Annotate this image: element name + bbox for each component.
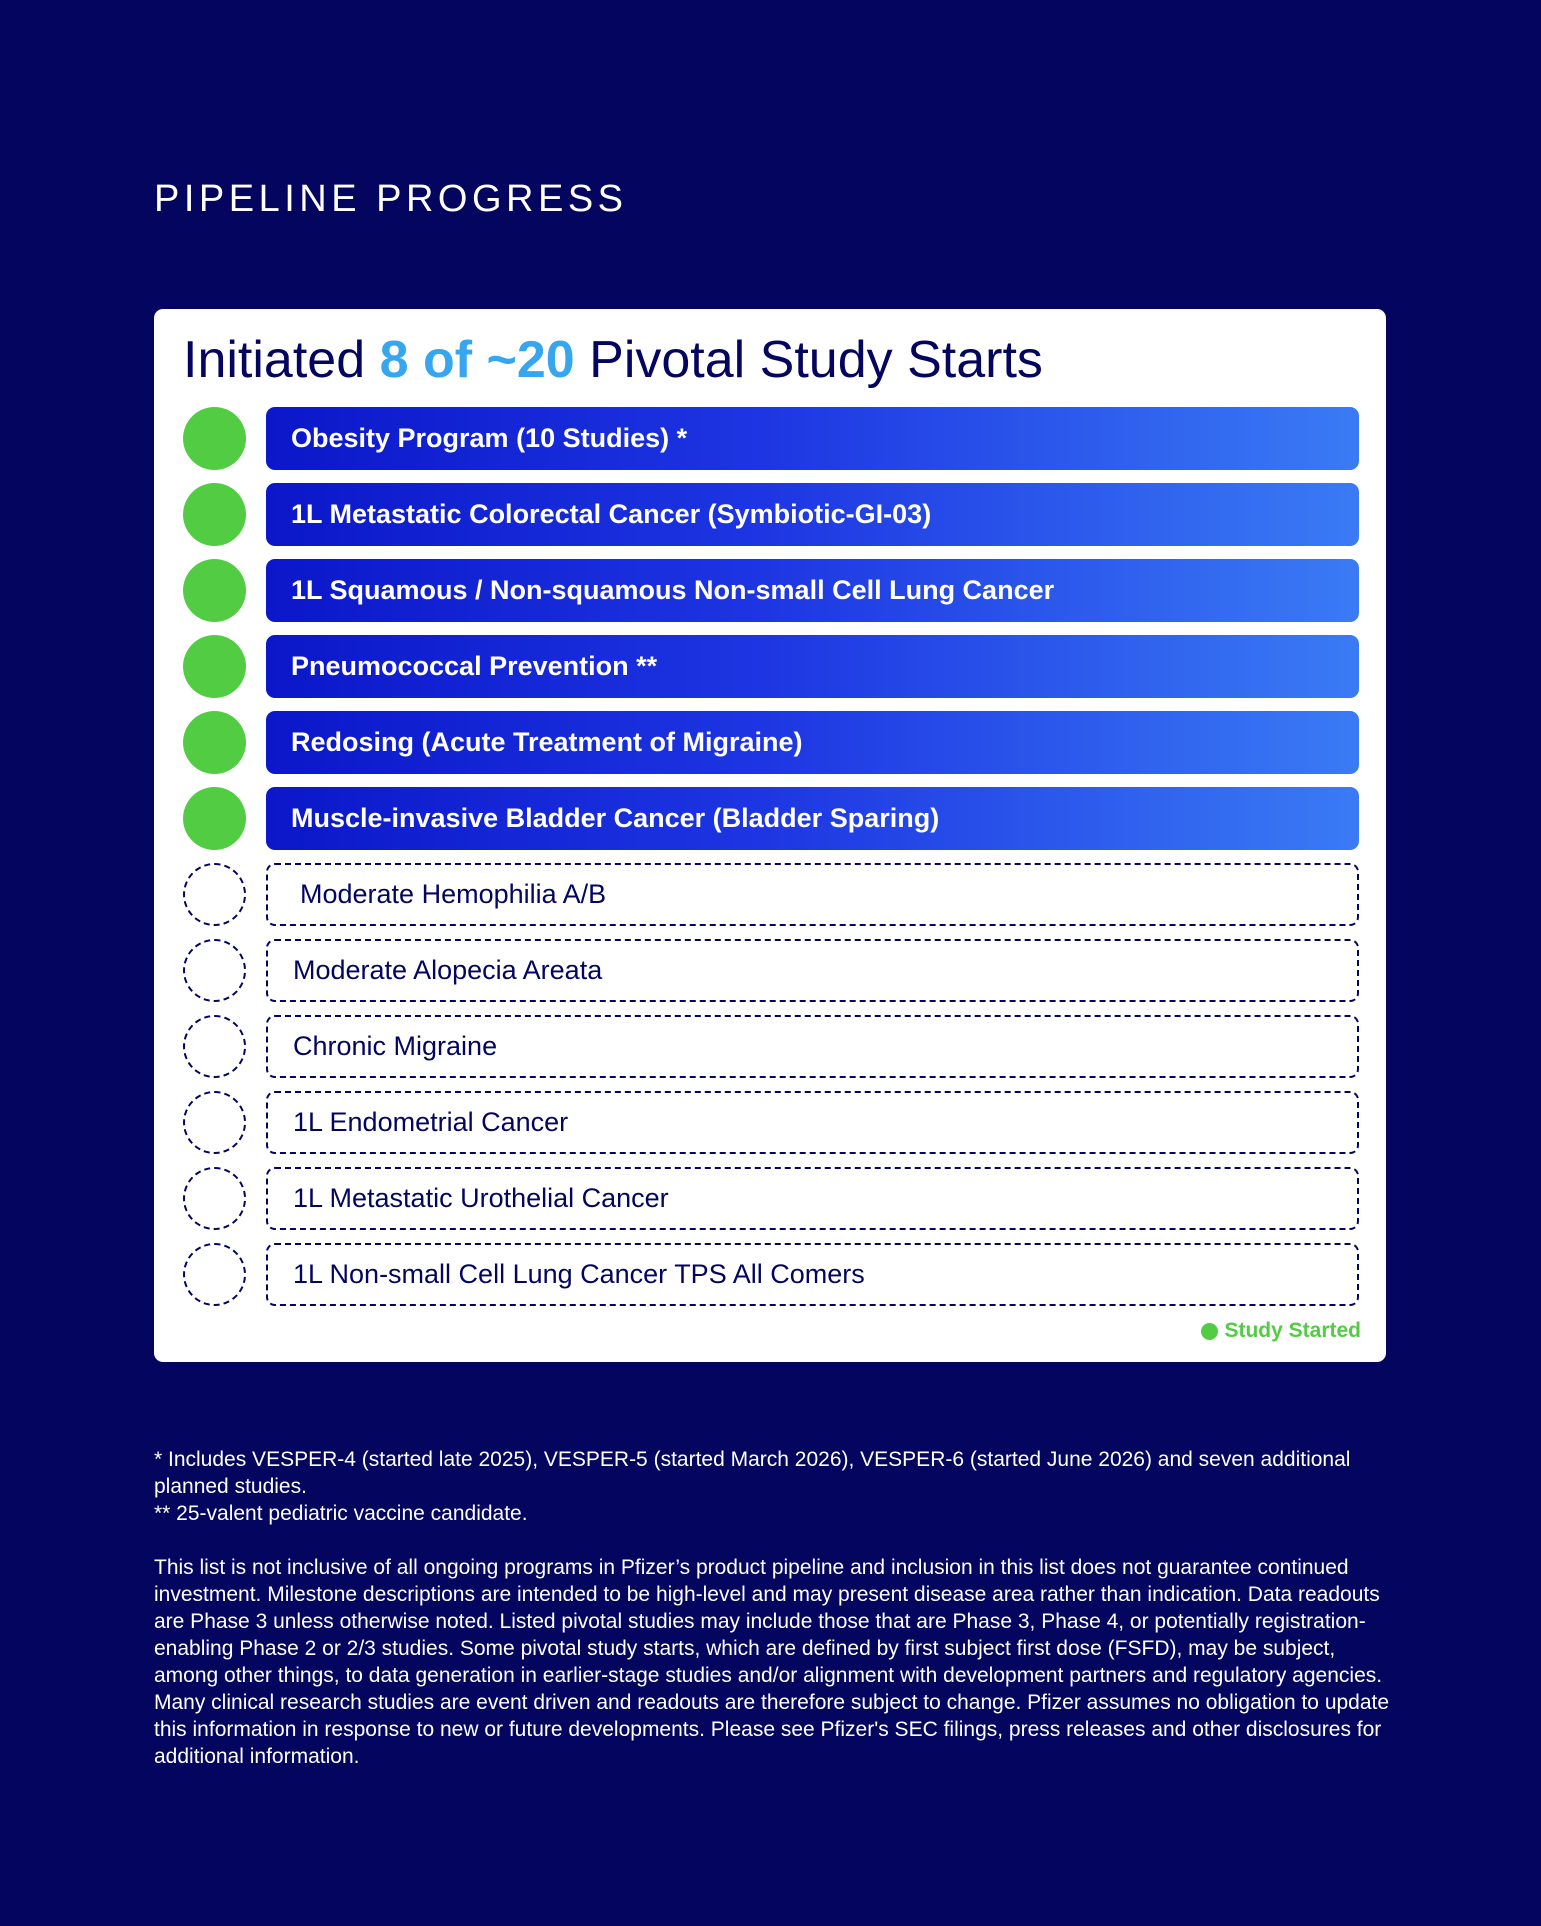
study-row (183, 711, 1359, 774)
legend (1201, 1319, 1361, 1343)
status-dot-icon (183, 1091, 246, 1154)
status-dot-icon (183, 711, 246, 774)
study-row (183, 635, 1359, 698)
study-row (183, 939, 1359, 1002)
card-title-prefix: Initiated (183, 331, 380, 389)
study-bar: Chronic Migraine (266, 1015, 1359, 1078)
status-dot-icon (183, 1015, 246, 1078)
study-bar: 1L Metastatic Colorectal Cancer (Symbiotic-GI-03) (266, 483, 1359, 546)
study-bar: Redosing (Acute Treatment of Migraine) (266, 711, 1359, 774)
status-dot-icon (183, 863, 246, 926)
study-bar: 1L Endometrial Cancer (266, 1091, 1359, 1154)
study-bar: Obesity Program (10 Studies) * (266, 407, 1359, 470)
study-row (183, 863, 1359, 926)
pivotal-studies-card (154, 309, 1386, 1362)
study-row (183, 483, 1359, 546)
card-title (183, 325, 1043, 395)
status-dot-icon (183, 559, 246, 622)
study-row (183, 1015, 1359, 1078)
status-dot-icon (183, 635, 246, 698)
study-bar: Pneumococcal Prevention ** (266, 635, 1359, 698)
study-bar: Muscle-invasive Bladder Cancer (Bladder Sparing) (266, 787, 1359, 850)
study-row (183, 787, 1359, 850)
status-dot-icon (183, 787, 246, 850)
study-row (183, 1091, 1359, 1154)
footnotes (154, 1446, 1394, 1770)
study-bar: 1L Non-small Cell Lung Cancer TPS All Comers (266, 1243, 1359, 1306)
study-row (183, 407, 1359, 470)
study-bar: 1L Squamous / Non-squamous Non-small Cell Lung Cancer (266, 559, 1359, 622)
legend-dot-icon (1201, 1323, 1218, 1340)
study-bar: 1L Metastatic Urothelial Cancer (266, 1167, 1359, 1230)
footnote-single-asterisk: * Includes VESPER-4 (started late 2025), VESPER-5 (started March 2026), VESPER-6 (started June 2026) and seven additional planned studies. (154, 1448, 1351, 1498)
footnote-double-asterisk: ** 25-valent pediatric vaccine candidate. (154, 1502, 528, 1525)
section-title: PIPELINE PROGRESS (154, 178, 628, 220)
study-bar: Moderate Hemophilia A/B (266, 863, 1359, 926)
study-row (183, 1167, 1359, 1230)
study-list (183, 407, 1359, 1319)
study-bar: Moderate Alopecia Areata (266, 939, 1359, 1002)
status-dot-icon (183, 1243, 246, 1306)
legend-label: Study Started (1224, 1319, 1361, 1342)
status-dot-icon (183, 407, 246, 470)
status-dot-icon (183, 1167, 246, 1230)
status-dot-icon (183, 939, 246, 1002)
study-row (183, 1243, 1359, 1306)
card-title-highlight: 8 of ~20 (379, 331, 575, 389)
card-title-suffix: Pivotal Study Starts (574, 331, 1043, 389)
disclaimer-text: This list is not inclusive of all ongoing programs in Pfizer’s product pipeline and inclusion in this list does not guarantee continued investment. Milestone descriptions are intended to be high-level and may present disease area rather than indication. Data readouts are Phase 3 unless otherwise noted. Listed pivotal studies may include those that are Phase 3, Phase 4, or potentially registration-enabling Phase 2 or 2/3 studies. Some pivotal study starts, which are defined by first subject first dose (FSFD), may be subject, among other things, to data generation in earlier-stage studies and/or alignment with development partners and regulatory agencies. Many clinical research studies are event driven and readouts are therefore subject to change. Pfizer assumes no obligation to update this information in response to new or future developments. Please see Pfizer's SEC filings, press releases and other disclosures for additional information. (154, 1556, 1390, 1768)
study-row (183, 559, 1359, 622)
status-dot-icon (183, 483, 246, 546)
